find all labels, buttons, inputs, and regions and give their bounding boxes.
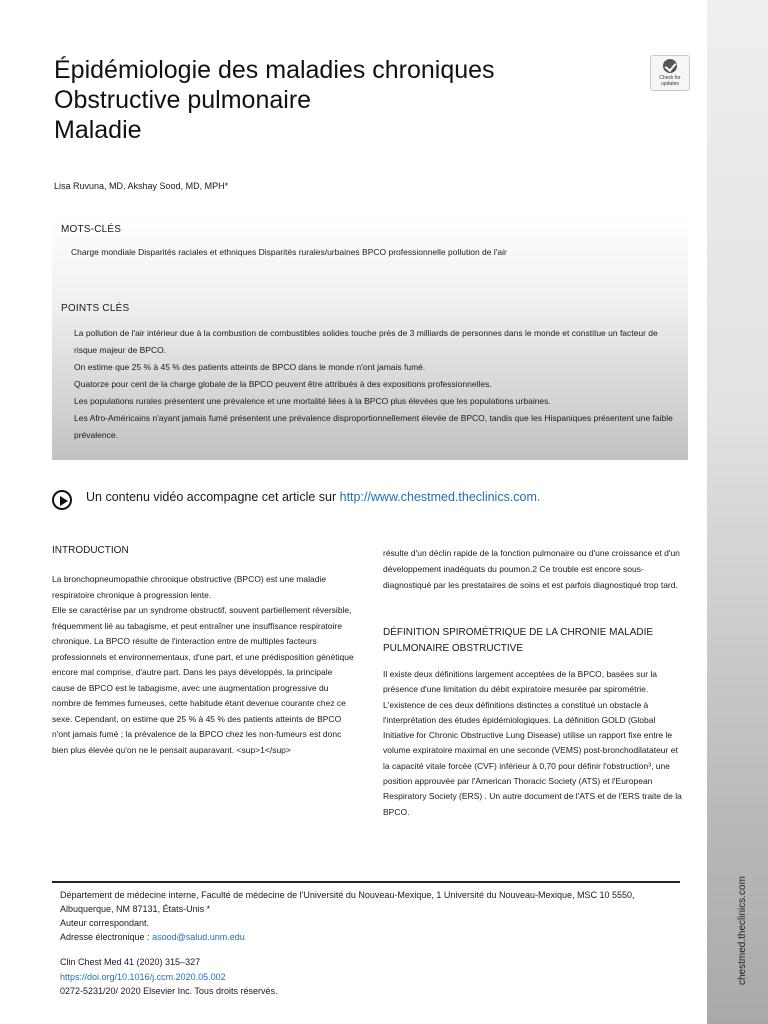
footer-divider [52, 881, 680, 883]
email-label: Adresse électronique : [60, 932, 153, 942]
introduction-heading: INTRODUCTION [52, 545, 129, 556]
definition-body: Il existe deux définitions largement acceptées de la BPCO, basées sur la présence d'une limitation du débit expiratoire mesurée par spirométrie. L'existence de ces deux définitions distinctes a constitué un obstacle à l'interprétation des études épidémiologiques. La définition GOLD (Global Initiative for Chronic Obstructive Lung Disease) utilise un rapport fixe entre le volume expiratoire maximal en une seconde (VEMS) post-bronchodilatateur et la capacité vitale forcée (CVF) inférieur à 0,70 pour définir l'obstruction³, une position approuvée par l'American Thoracic Society (ATS) et l'European Respiratory Society (ERS) . Un autre document de l'ATS et de l'ERS traite de la BPCO. [383, 669, 682, 817]
copyright: 0272-5231/20/ 2020 Elsevier Inc. Tous droits réservés. [60, 986, 278, 996]
keywords-heading: MOTS-CLÉS [61, 224, 122, 235]
corresponding-author: Auteur correspondant. [60, 918, 150, 928]
key-points-list [74, 325, 674, 444]
video-link[interactable]: http://www.chestmed.theclinics.com. [339, 490, 541, 504]
key-point-item: La pollution de l'air intérieur due à la combustion de combustibles solides touche près de 3 milliards de personnes dans le monde et constitue un facteur de risque majeur de BPCO. [74, 328, 658, 355]
play-circle-icon[interactable] [52, 490, 72, 510]
introduction-paragraph: Elle se caractérise par un syndrome obstructif, souvent partiellement réversible, fréquemment lié au tabagisme, et peut entraîner une insuffisance respiratoire chronique. La BPCO résulte de l'interaction entre de multiples facteurs professionnels et environnementaux, d'une part, et une prédisposition génétique encore mal comprise, d'autre part. Dans les pays développés, la principale cause de BPCO est le tabagisme, avec une augmentation progressive du nombre de femmes fumeuses, cette habitude étant devenue courante chez ce sexe. Cependant, on estime que 25 % à 45 % des patients atteints de BPCO n'ont jamais fumé ; la prévalence de la BPCO chez les non-fumeurs est donc bien plus élevée qu'on ne le pensait auparavant. <sup>1</sup> [52, 605, 354, 755]
email-line [60, 930, 690, 944]
authors: Lisa Ruvuna, MD, Akshay Sood, MD, MPH* [54, 181, 229, 191]
check-for-updates-label: Check for updates [659, 75, 681, 87]
key-point-item: Les populations rurales présentent une prévalence et une mortalité liées à la BPCO plus élevées que les populations urbaines. [74, 396, 551, 406]
key-point-item: Quatorze pour cent de la charge globale de la BPCO peuvent être attribués à des expositions professionnelles. [74, 379, 492, 389]
citation-block [60, 955, 460, 999]
title-line-3: Maladie [54, 116, 142, 144]
check-for-updates-button[interactable] [650, 55, 690, 91]
title-line-2: Obstructive pulmonaire [54, 86, 312, 114]
check-for-updates-icon [663, 59, 677, 73]
video-notice [86, 490, 540, 504]
sidebar-journal-url [707, 870, 768, 1000]
key-points-heading: POINTS CLÉS [61, 303, 130, 314]
article-title [54, 55, 654, 145]
keywords-text: Charge mondiale Disparités raciales et ethniques Disparités rurales/urbaines BPCO professionnelle pollution de l'air [71, 247, 507, 257]
right-column-continuation: résulte d'un déclin rapide de la fonction pulmonaire ou d'une croissance et d'un développement inadéquats du poumon.2 Ce trouble est encore sous-diagnostiqué par les prestataires de soins et est parfois diagnostiqué trop tard. [383, 548, 680, 590]
video-notice-text: Un contenu vidéo accompagne cet article sur [86, 490, 340, 504]
introduction-body [52, 572, 354, 758]
sidebar-url-text: chestmed.theclinics.com [737, 876, 748, 985]
doi-link[interactable]: https://doi.org/10.1016/j.ccm.2020.05.002 [60, 971, 226, 982]
key-point-item: Les Afro-Américains n'ayant jamais fumé présentent une prévalence disproportionnellement élevée de BPCO, tandis que les Hispaniques présentent une faible prévalence. [74, 413, 673, 440]
introduction-paragraph: La bronchopneumopathie chronique obstructive (BPCO) est une maladie respiratoire chronique à progression lente. [52, 574, 327, 600]
email-link[interactable]: asood@salud.unm.edu [152, 932, 245, 942]
footer-affiliations [60, 888, 690, 944]
key-point-item: On estime que 25 % à 45 % des patients atteints de BPCO dans le monde n'ont jamais fumé. [74, 362, 426, 372]
title-line-1: Épidémiologie des maladies chroniques [54, 56, 495, 84]
definition-heading: DÉFINITION SPIROMÉTRIQUE DE LA CHRONIE MALADIE PULMONAIRE OBSTRUCTIVE [383, 627, 654, 654]
journal-citation: Clin Chest Med 41 (2020) 315–327 [60, 957, 201, 967]
affiliation: Département de médecine interne, Faculté de médecine de l'Université du Nouveau-Mexique, 1 Université du Nouveau-Mexique, MSC 10 5550, Albuquerque, NM 87131, États-Unis * [60, 890, 635, 914]
